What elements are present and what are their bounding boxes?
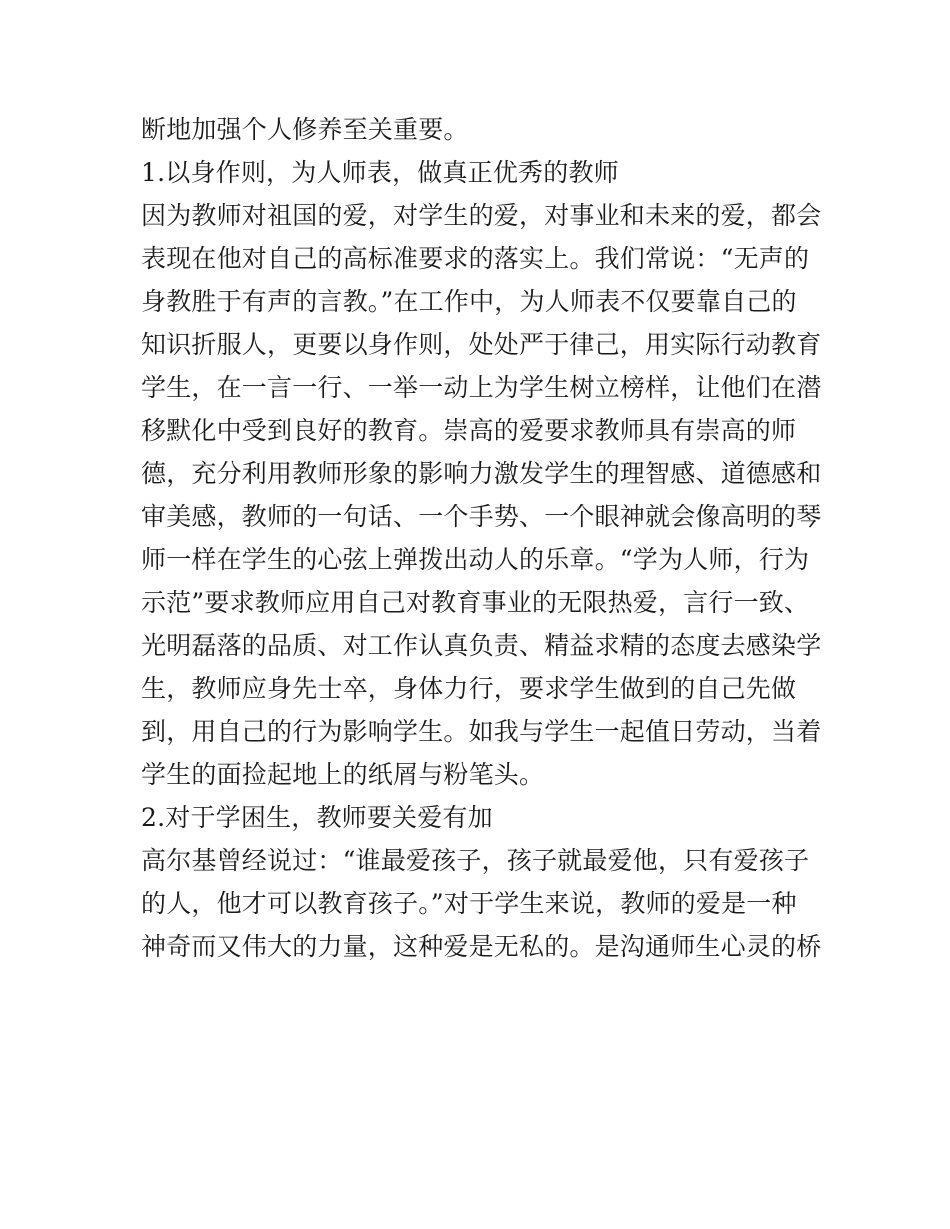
text-line: 因为教师对祖国的爱，对学生的爱，对事业和未来的爱，都会 [141, 201, 822, 230]
text-line: 到，用自己的行为影响学生。如我与学生一起值日劳动，当着 [141, 717, 822, 746]
text-line: 师一样在学生的心弦上弹拨出动人的乐章。“学为人师，行为 [141, 545, 810, 574]
document-page [141, 108, 822, 968]
text-line: 神奇而又伟大的力量，这种爱是无私的。是沟通师生心灵的桥 [141, 932, 822, 961]
text-line: 移默化中受到良好的教育。崇高的爱要求教师具有崇高的师 [141, 416, 797, 445]
text-line: 示范”要求教师应用自己对教育事业的无限热爱，言行一致、 [141, 588, 810, 617]
text-line: 高尔基曾经说过：“谁最爱孩子，孩子就最爱他，只有爱孩子 [141, 846, 810, 875]
text-line: 知识折服人，更要以身作则，处处严于律己，用实际行动教育 [141, 330, 822, 359]
text-line: 学生，在一言一行、一举一动上为学生树立榜样，让他们在潜 [141, 373, 822, 402]
text-line: 光明磊落的品质、对工作认真负责、精益求精的态度去感染学 [141, 631, 822, 660]
text-line: 审美感，教师的一句话、一个手势、一个眼神就会像高明的琴 [141, 502, 822, 531]
section-heading: 2.对于学困生，教师要关爱有加 [141, 803, 493, 832]
text-line: 学生的面捡起地上的纸屑与粉笔头。 [141, 760, 545, 789]
text-line: 的人，他才可以教育孩子。”对于学生来说，教师的爱是一种 [141, 889, 797, 918]
text-line: 断地加强个人修养至关重要。 [141, 115, 469, 144]
text-line: 德，充分利用教师形象的影响力激发学生的理智感、道德感和 [141, 459, 822, 488]
text-line: 身教胜于有声的言教。”在工作中，为人师表不仅要靠自己的 [141, 287, 797, 316]
section-heading: 1.以身作则，为人师表，做真正优秀的教师 [141, 158, 619, 187]
text-line: 生，教师应身先士卒，身体力行，要求学生做到的自己先做 [141, 674, 797, 703]
text-line: 表现在他对自己的高标准要求的落实上。我们常说：“无声的 [141, 244, 810, 273]
